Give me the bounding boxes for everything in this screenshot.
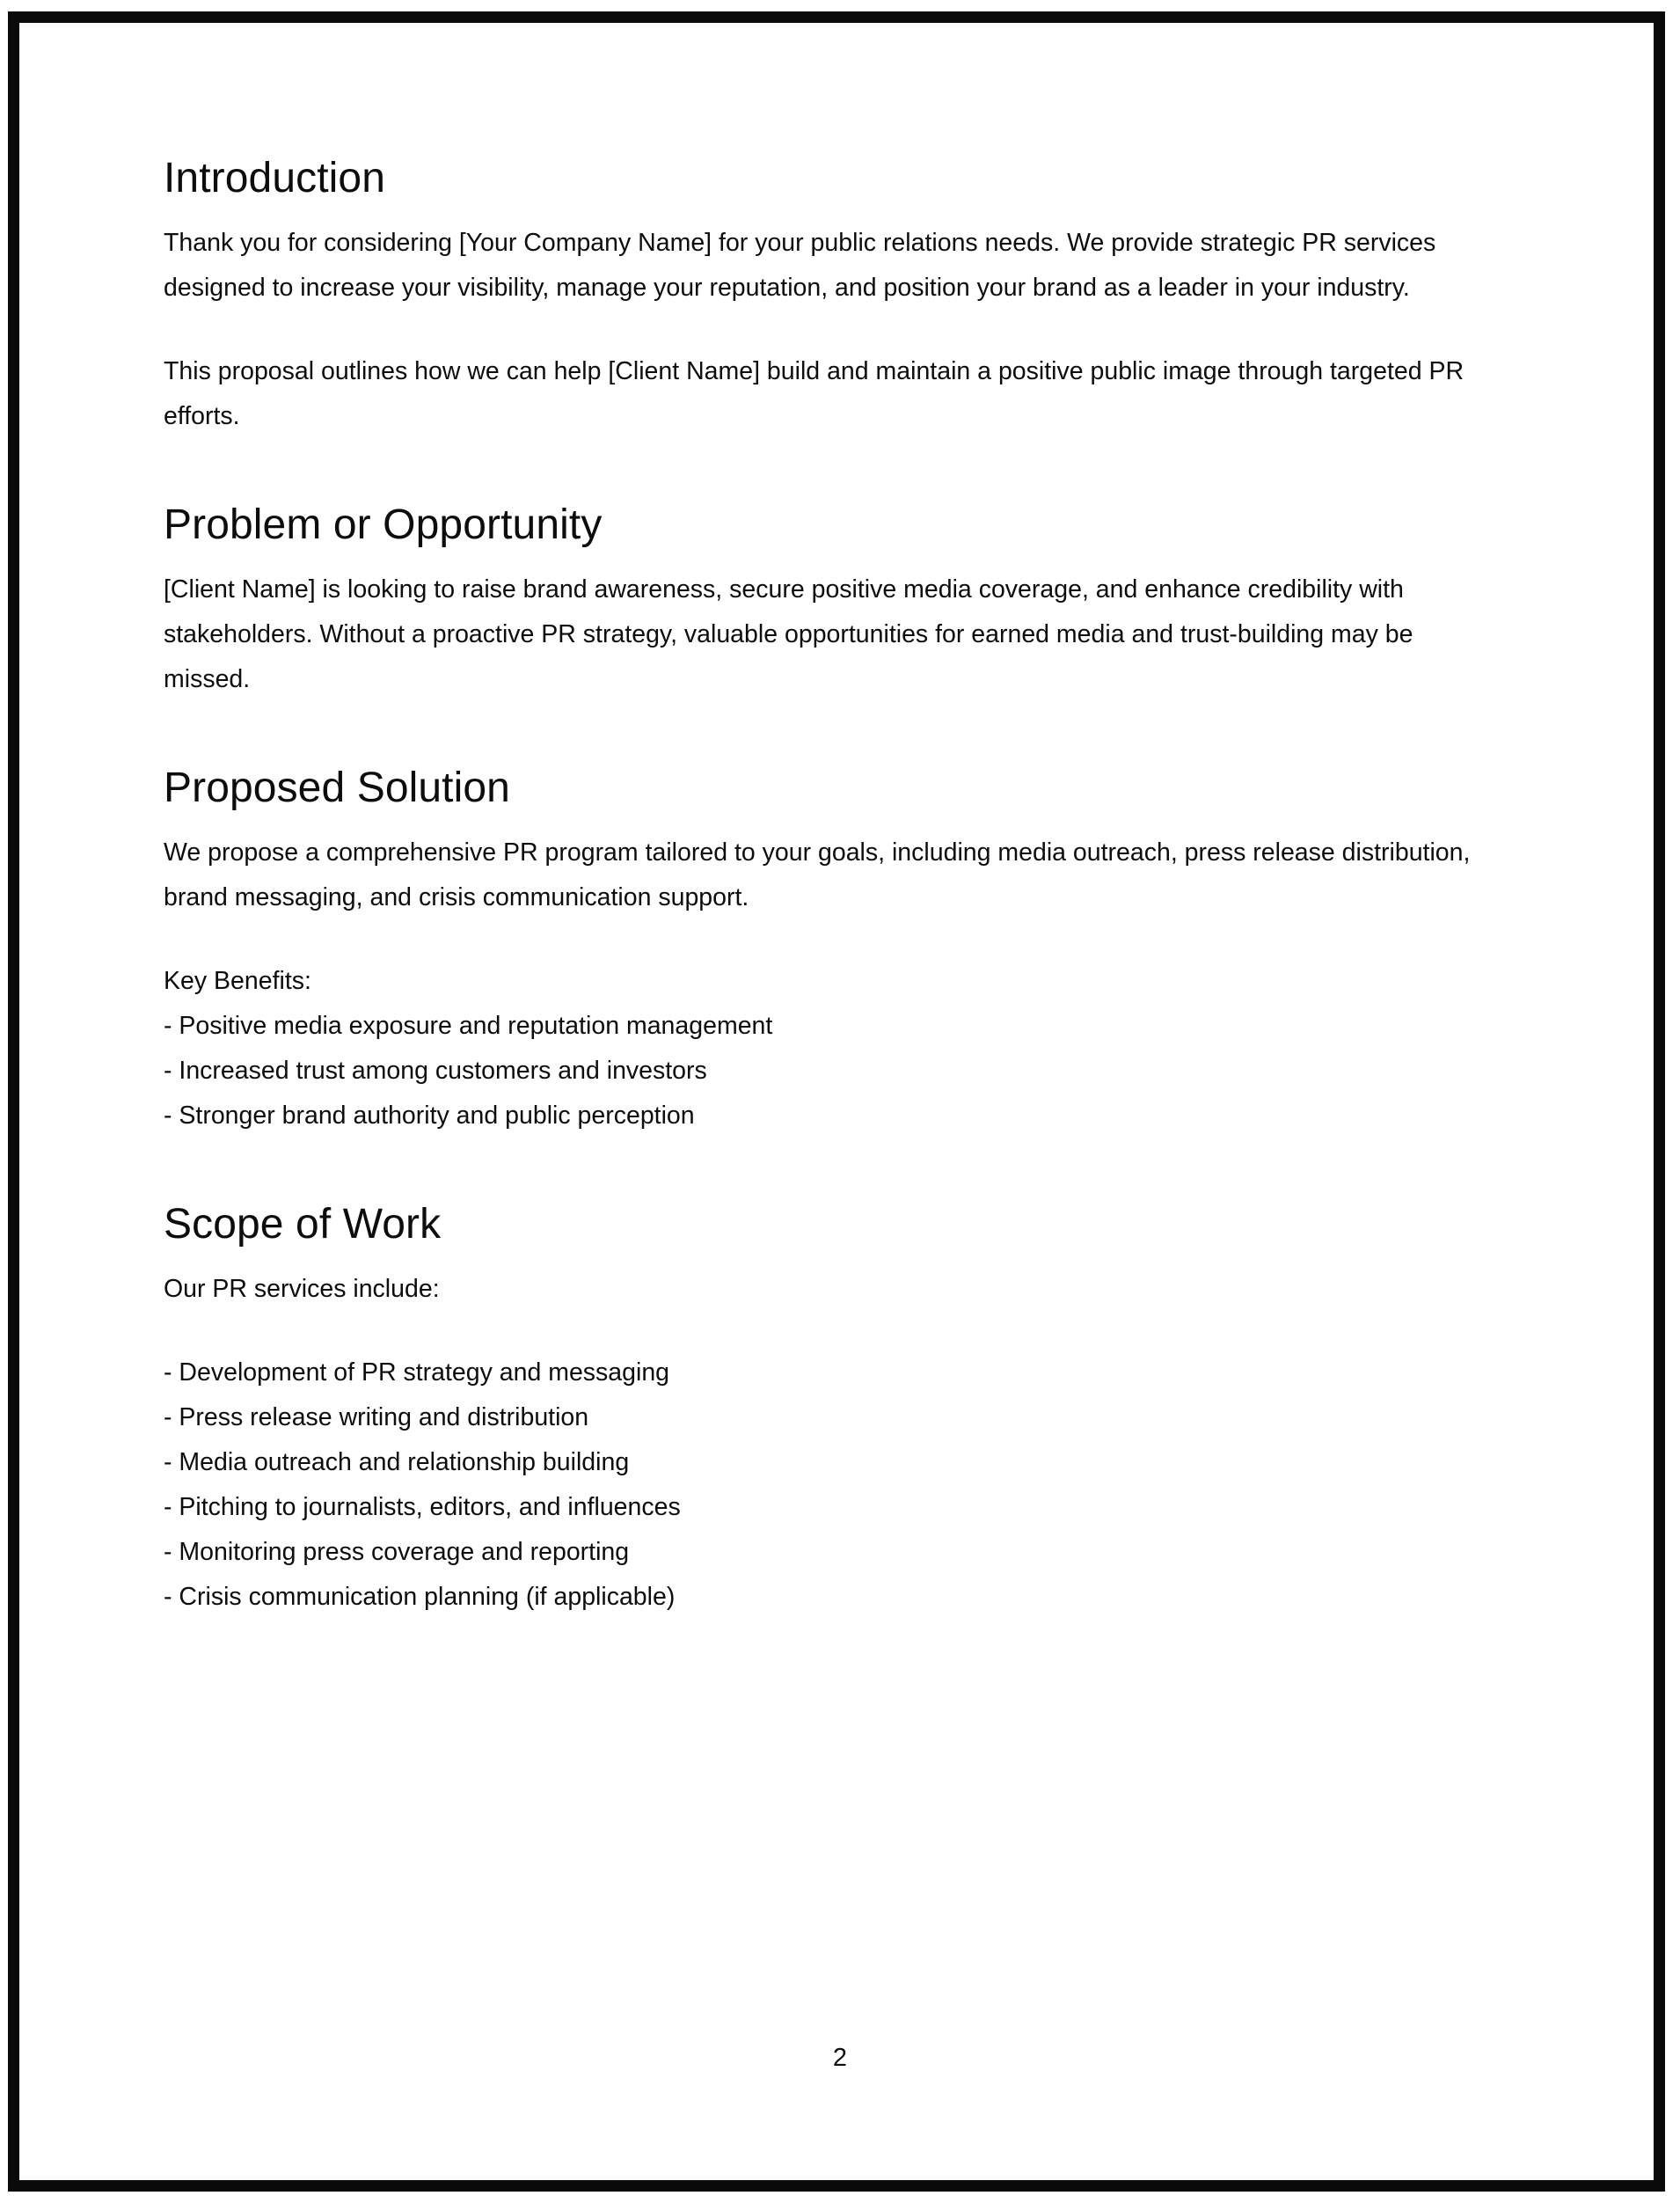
spacer	[164, 201, 1494, 221]
paragraph-problem-or-opportunity-1: [Client Name] is looking to raise brand awareness, secure positive media coverage, and enhance credibility with stakeholders. Without a proactive PR strategy, valuable opportunities for earned media and trust-building may be missed.	[164, 575, 1413, 693]
section-introduction	[164, 157, 1494, 439]
spacer	[164, 1312, 1494, 1350]
list-item: - Pitching to journalists, editors, and influences	[164, 1492, 681, 1521]
spacer	[164, 920, 1494, 959]
spacer	[164, 1138, 1494, 1203]
paragraph-introduction-1: Thank you for considering [Your Company Name] for your public relations needs. We provide strategic PR services designed to increase your visibility, manage your reputation, and position your brand as a leader in your industry.	[164, 228, 1436, 302]
page-content	[164, 0, 1494, 2203]
list-item: - Press release writing and distribution	[164, 1402, 589, 1431]
list-item: - Increased trust among customers and investors	[164, 1056, 707, 1085]
paragraph-proposed-solution-1: We propose a comprehensive PR program tailored to your goals, including media outreach, press release distribution, brand messaging, and crisis communication support.	[164, 838, 1471, 911]
paragraph-introduction-2: This proposal outlines how we can help [Client Name] build and maintain a positive public image through targeted PR efforts.	[164, 356, 1465, 430]
list-item: - Crisis communication planning (if applicable)	[164, 1582, 676, 1611]
spacer	[164, 311, 1494, 349]
heading-introduction: Introduction	[164, 155, 386, 201]
section-problem-or-opportunity	[164, 503, 1494, 702]
list-item: - Media outreach and relationship building	[164, 1447, 630, 1476]
top-spacer	[164, 0, 1494, 157]
spacer	[164, 1248, 1494, 1267]
spacer	[164, 439, 1494, 503]
scope-of-work-list	[164, 1350, 1494, 1620]
heading-problem-or-opportunity: Problem or Opportunity	[164, 501, 603, 548]
heading-scope-of-work: Scope of Work	[164, 1200, 442, 1248]
spacer	[164, 702, 1494, 766]
spacer	[164, 548, 1494, 567]
paragraph-scope-of-work-intro: Our PR services include:	[164, 1274, 440, 1303]
heading-proposed-solution: Proposed Solution	[164, 764, 510, 811]
key-benefits-block	[164, 959, 1494, 1138]
list-item: - Stronger brand authority and public perception	[164, 1101, 695, 1130]
section-proposed-solution	[164, 766, 1494, 1138]
list-item: - Positive media exposure and reputation management	[164, 1011, 773, 1040]
page-number: 2	[832, 2044, 848, 2072]
section-scope-of-work	[164, 1200, 1494, 1620]
list-item: - Development of PR strategy and messaging	[164, 1358, 670, 1387]
list-item: - Monitoring press coverage and reporting	[164, 1537, 630, 1566]
spacer	[164, 811, 1494, 831]
key-benefits-label: Key Benefits:	[164, 966, 311, 995]
